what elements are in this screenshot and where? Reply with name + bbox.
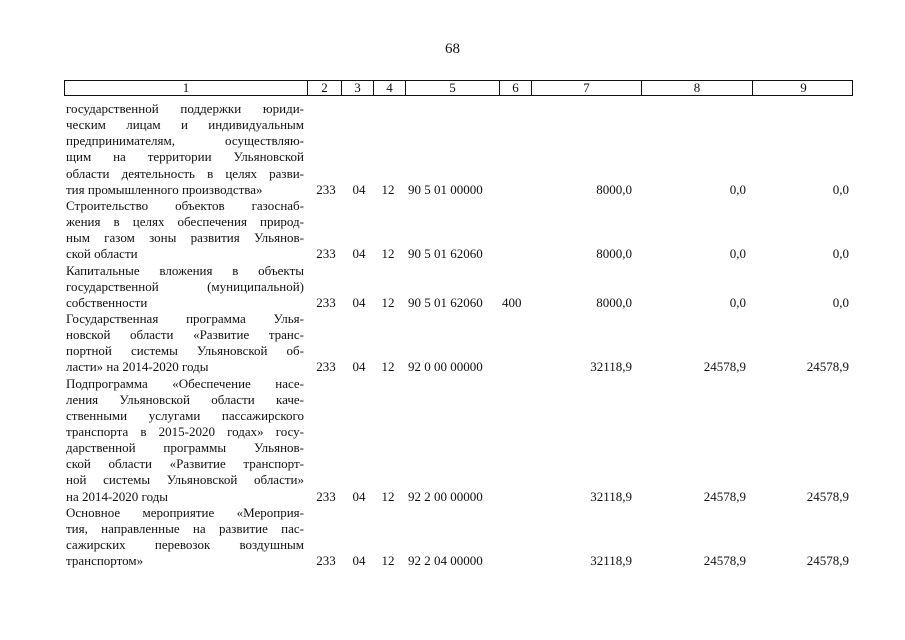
row-1-cell-8: 0,0 [729,181,746,197]
row-4-cell-4: 12 [381,359,395,375]
description-line: сажирских перевозок воздушным [66,537,304,553]
row-4-cell-7: 32118,9 [590,359,632,375]
row-2-cell-2: 233 [316,246,336,262]
row-6-cell-5: 92 2 04 00000 [408,553,483,569]
row-2-cell-3: 04 [352,246,366,262]
header-cell-1: 1 [182,80,190,95]
row-1-description [66,101,304,198]
row-2-cell-4: 12 [381,246,395,262]
description-line: тия промышленного производства» [66,181,263,197]
row-2-cell-7: 8000,0 [596,246,632,262]
description-line: тия, направленные на развитие пас- [66,520,304,536]
row-3-cell-6: 400 [502,294,522,310]
row-5-cell-2: 233 [316,488,336,504]
row-4-cell-8: 24578,9 [703,359,746,375]
description-line: Основное мероприятие «Мероприя- [66,504,304,520]
description-line: ласти» на 2014-2020 годы [66,359,209,375]
row-6-cell-3: 04 [352,553,366,569]
row-4-description [66,311,304,376]
row-6-cell-8: 24578,9 [703,553,746,569]
description-line: жения в целях обеспечения природ- [66,214,304,230]
row-4-cell-2: 233 [316,359,336,375]
row-3-cell-8: 0,0 [729,294,746,310]
row-1-cell-7: 8000,0 [596,181,632,197]
table-header [64,80,853,96]
row-2-cell-9: 0,0 [832,246,849,262]
row-5-cell-8: 24578,9 [703,488,746,504]
description-line: ственными услугами пассажирского [66,407,304,423]
row-5-cell-7: 32118,9 [590,488,632,504]
header-cell-3: 3 [341,81,373,95]
row-2-cell-8: 0,0 [729,246,746,262]
description-line: щим на территории Ульяновской [66,149,304,165]
row-3-cell-2: 233 [316,294,336,310]
row-3-cell-7: 8000,0 [596,294,632,310]
row-2-cell-5: 90 5 01 62060 [408,246,483,262]
header-cell-2: 2 [307,81,341,95]
row-3-cell-9: 0,0 [832,294,849,310]
description-line: ческим лицам и индивидуальным [66,117,304,133]
description-line: ления Ульяновской области каче- [66,391,304,407]
row-5-cell-4: 12 [381,488,395,504]
description-line: собственности [66,294,148,310]
description-line: ской области «Развитие транспорт- [66,456,304,472]
description-line: предпринимателям, осуществляю- [66,133,304,149]
row-4-cell-9: 24578,9 [806,359,849,375]
description-line: Государственная программа Улья- [66,310,304,326]
description-line: Капитальные вложения в объекты [66,262,304,278]
row-2-description [66,198,304,263]
row-6-cell-7: 32118,9 [590,553,632,569]
description-line: государственной поддержки юриди- [66,101,304,116]
description-line: транспортом» [66,553,144,569]
row-5-description [66,376,304,505]
row-3-cell-4: 12 [381,294,395,310]
row-1-cell-2: 233 [316,181,336,197]
header-cell-9: 9 [752,81,854,95]
row-1-cell-9: 0,0 [832,181,849,197]
description-line: Строительство объектов газоснаб- [66,197,304,213]
row-6-cell-2: 233 [316,553,336,569]
description-line: ной системы Ульяновской области» [66,472,304,488]
description-line: транспорта в 2015-2020 годах» госу- [66,424,304,440]
description-line: Подпрограмма «Обеспечение насе- [66,375,304,391]
row-4-cell-5: 92 0 00 00000 [408,359,483,375]
row-4-cell-3: 04 [352,359,366,375]
header-cell-4: 4 [373,81,405,95]
description-line: дарственной программы Ульянов- [66,440,304,456]
header-cell-8: 8 [641,81,752,95]
row-6-cell-4: 12 [381,553,395,569]
row-1-cell-4: 12 [381,181,395,197]
row-5-cell-9: 24578,9 [806,488,849,504]
row-1-cell-5: 90 5 01 00000 [408,181,483,197]
row-5-cell-3: 04 [352,488,366,504]
header-cell-5: 5 [405,81,499,95]
row-1-cell-3: 04 [352,181,366,197]
page-number: 68 [445,41,460,57]
description-line: государственной (муниципальной) [66,278,304,294]
description-line: на 2014-2020 годы [66,488,169,504]
row-3-cell-5: 90 5 01 62060 [408,294,483,310]
description-line: портной системы Ульяновской об- [66,343,304,359]
row-3-cell-3: 04 [352,294,366,310]
header-cell-7: 7 [531,81,641,95]
description-line: области деятельность в целях разви- [66,165,304,181]
row-6-description [66,505,304,570]
description-line: новской области «Развитие транс- [66,327,304,343]
description-line: ской области [66,246,138,262]
row-3-description [66,263,304,311]
row-5-cell-5: 92 2 00 00000 [408,488,483,504]
row-6-cell-9: 24578,9 [806,553,849,569]
header-cell-6: 6 [499,81,531,95]
description-line: ным газом зоны развития Ульянов- [66,230,304,246]
